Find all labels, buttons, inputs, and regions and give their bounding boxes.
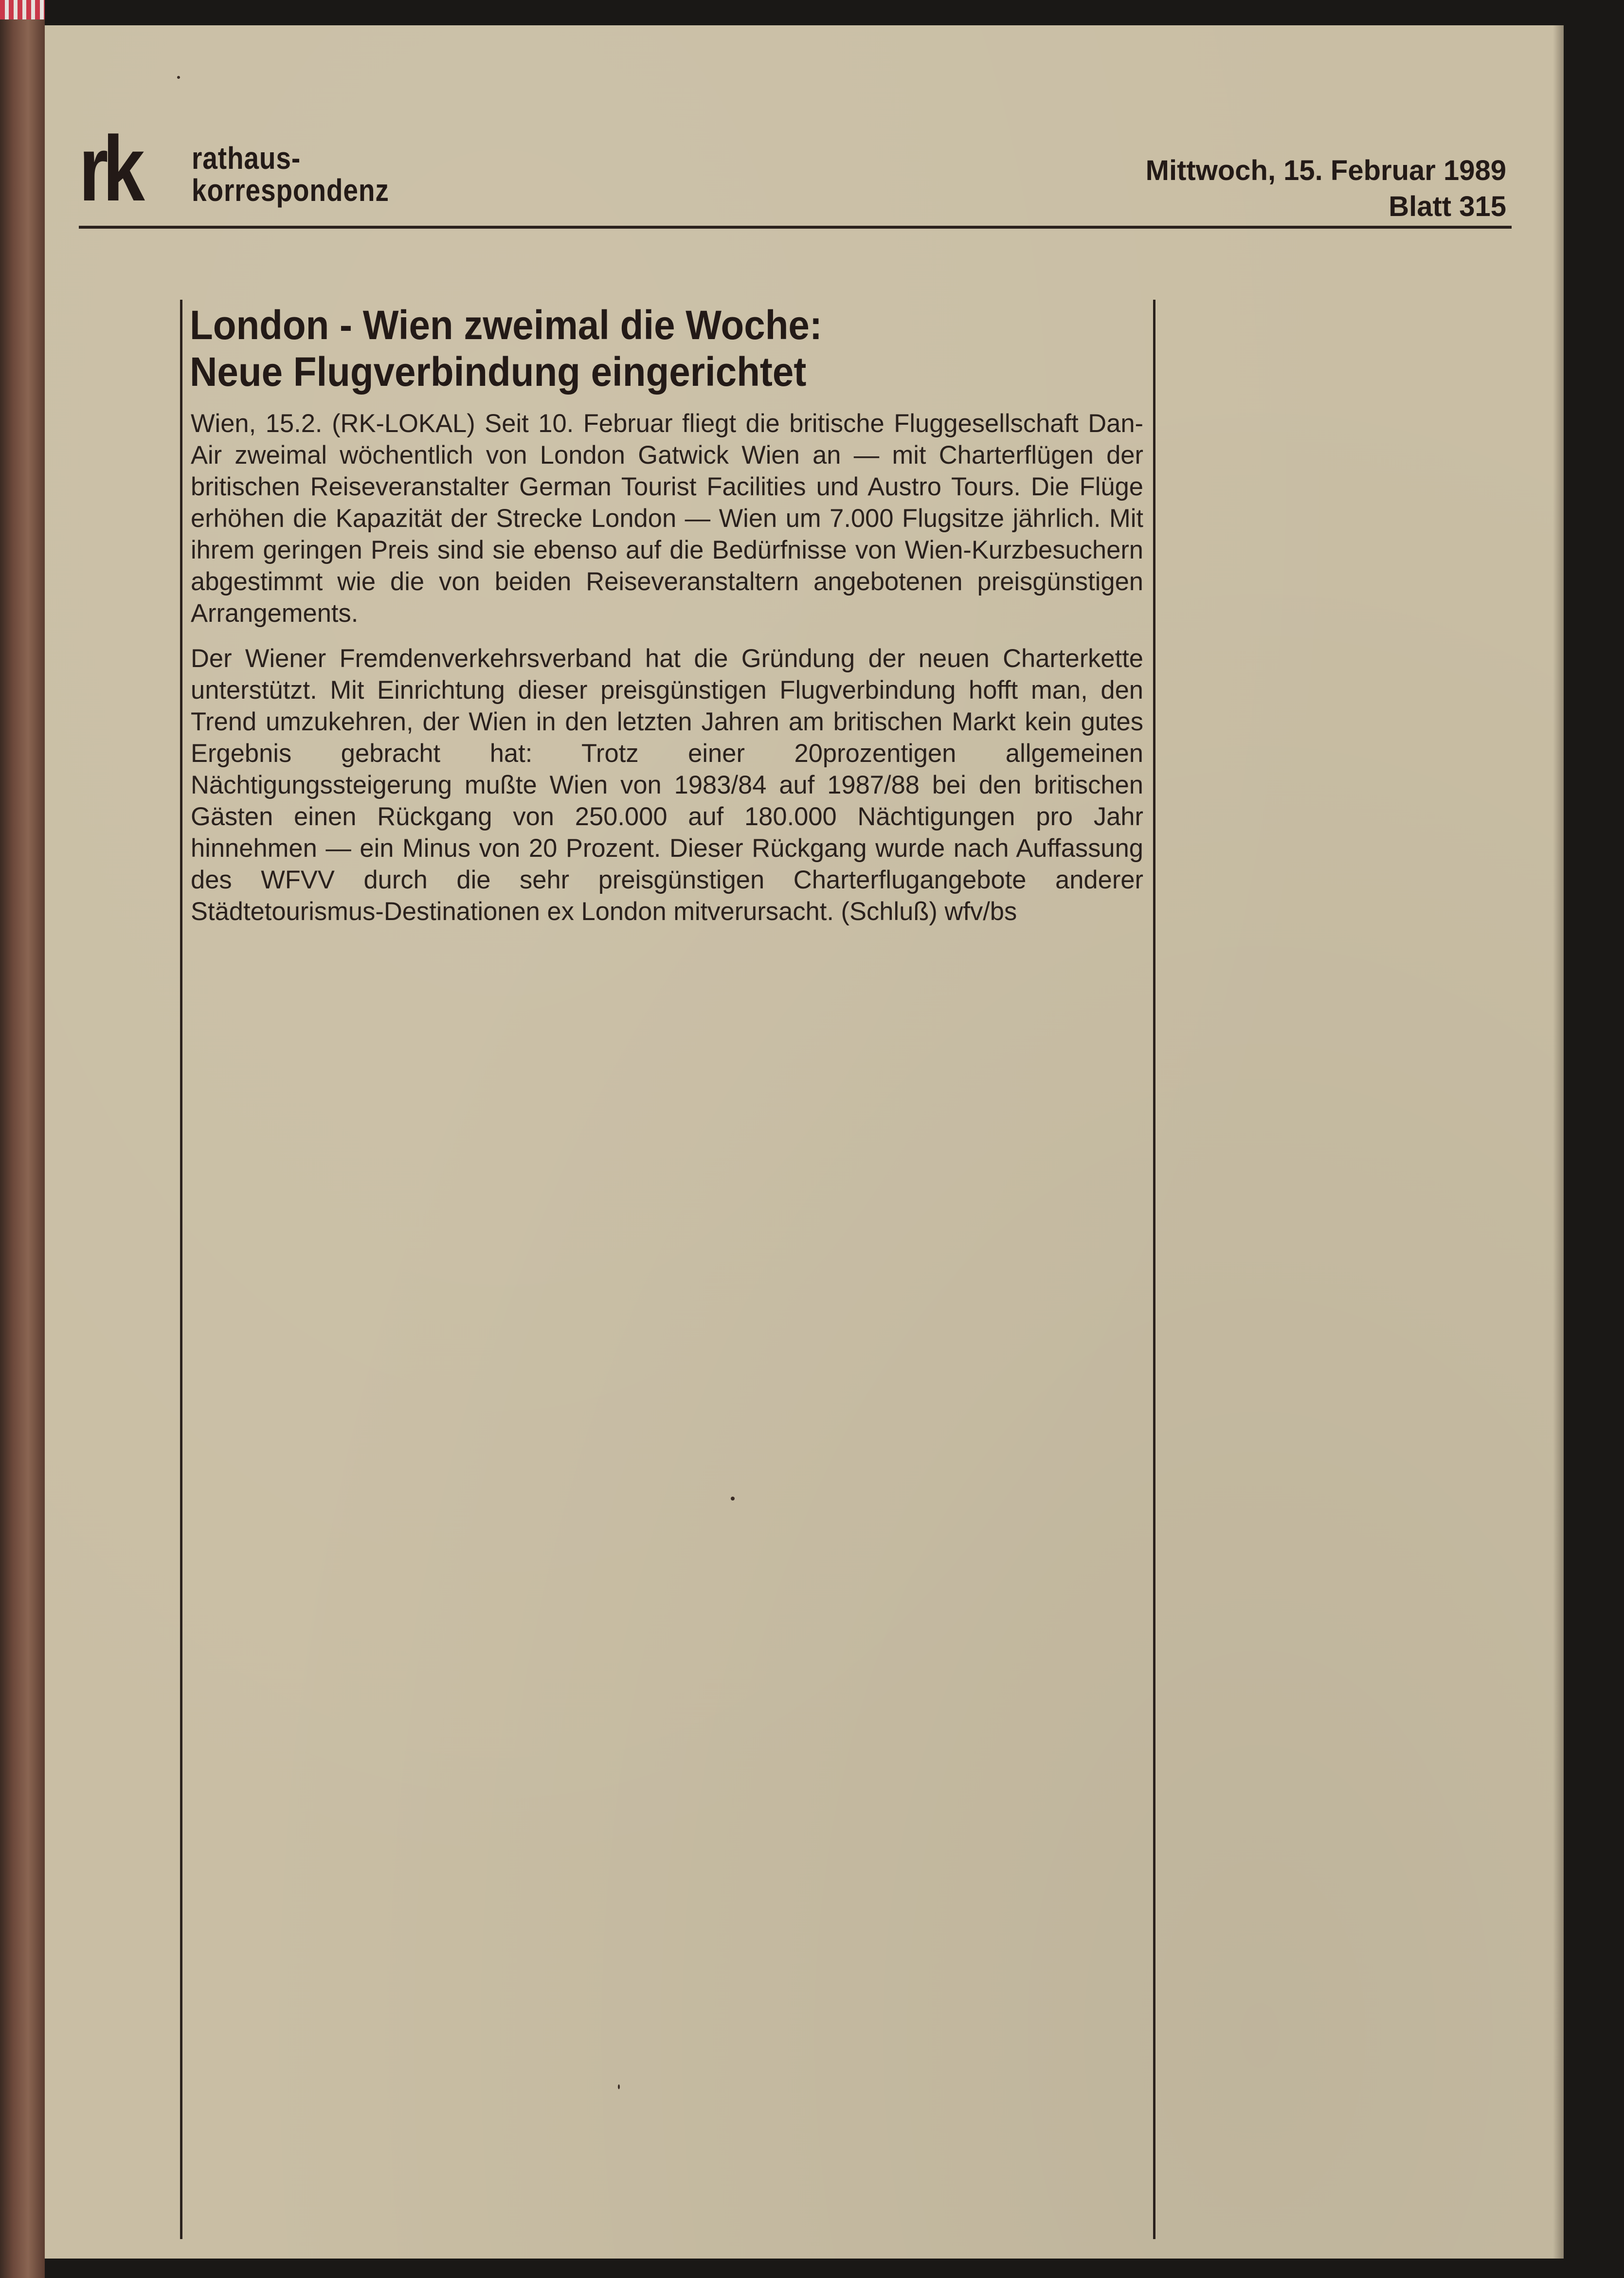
- article-paragraph-1: Wien, 15.2. (RK-LOKAL) Seit 10. Februar fliegt die britische Fluggesellschaft Dan-Air zweimal wöchentlich von London Gatwick Wien an — mit Charterflügen der britischen Reiseveranstalter German Tourist Facilities und Austro Tours. Die Flüge erhöhen die Kapazität der Strecke London — Wien um 7.000 Flugsitze jährlich. Mit ihrem geringen Preis sind sie ebenso auf die Bedürfnisse von Wien-Kurzbesuchern abgestimmt wie die von beiden Reiseveranstaltern angebotenen preisgünstigen Arrangements.: [191, 409, 1143, 628]
- headline-line-1: London - Wien zweimal die Woche:: [190, 302, 822, 348]
- article-paragraph-2: Der Wiener Fremdenverkehrsverband hat die Gründung der neuen Charterkette unterstützt. Mit Einrichtung dieser preisgünstigen Flugverbindung hofft man, den Trend umzukehren, der Wien in den letzten Jahren am britischen Markt kein gutes Ergebnis gebracht hat: Trotz einer 20prozentigen allgemeinen Nächtigungssteigerung mußte Wien von 1983/84 auf 1987/88 bei den britischen Gästen einen Rückgang von 250.000 auf 180.000 Nächtigungen pro Jahr hinnehmen — ein Minus von 20 Prozent. Dieser Rückgang wurde nach Auffassung des WFVV durch die sehr preisgünstigen Charterflugangebote anderer Städtetourismus-Destinationen ex London mitverursacht. (Schluß) wfv/bs: [191, 644, 1143, 926]
- article-headline: [190, 302, 1077, 395]
- headline-line-2: Neue Flugverbindung eingerichtet: [190, 349, 807, 395]
- issue-date: Mittwoch, 15. Februar 1989: [1145, 155, 1506, 186]
- column-rule-right: [1153, 300, 1155, 2239]
- logo-mark: rk: [79, 117, 140, 220]
- page-edge-shadow: [1553, 25, 1564, 2259]
- binding-mark: [0, 0, 45, 19]
- column-rule-left: [180, 300, 182, 2239]
- paper-speck: [618, 2084, 620, 2089]
- header-meta: [1146, 153, 1506, 225]
- rk-logo: [79, 118, 468, 225]
- logo-line-2: korrespondenz: [192, 173, 389, 208]
- sheet-number: Blatt 315: [1389, 191, 1506, 222]
- header-divider: [79, 226, 1512, 229]
- article-body: [191, 408, 1143, 941]
- document-page: [45, 25, 1564, 2259]
- binding-strip: [0, 0, 45, 2278]
- paper-speck: [177, 76, 180, 79]
- logo-wordmark: [192, 142, 389, 206]
- logo-line-1: rathaus-: [192, 141, 301, 176]
- paper-speck: [731, 1497, 735, 1501]
